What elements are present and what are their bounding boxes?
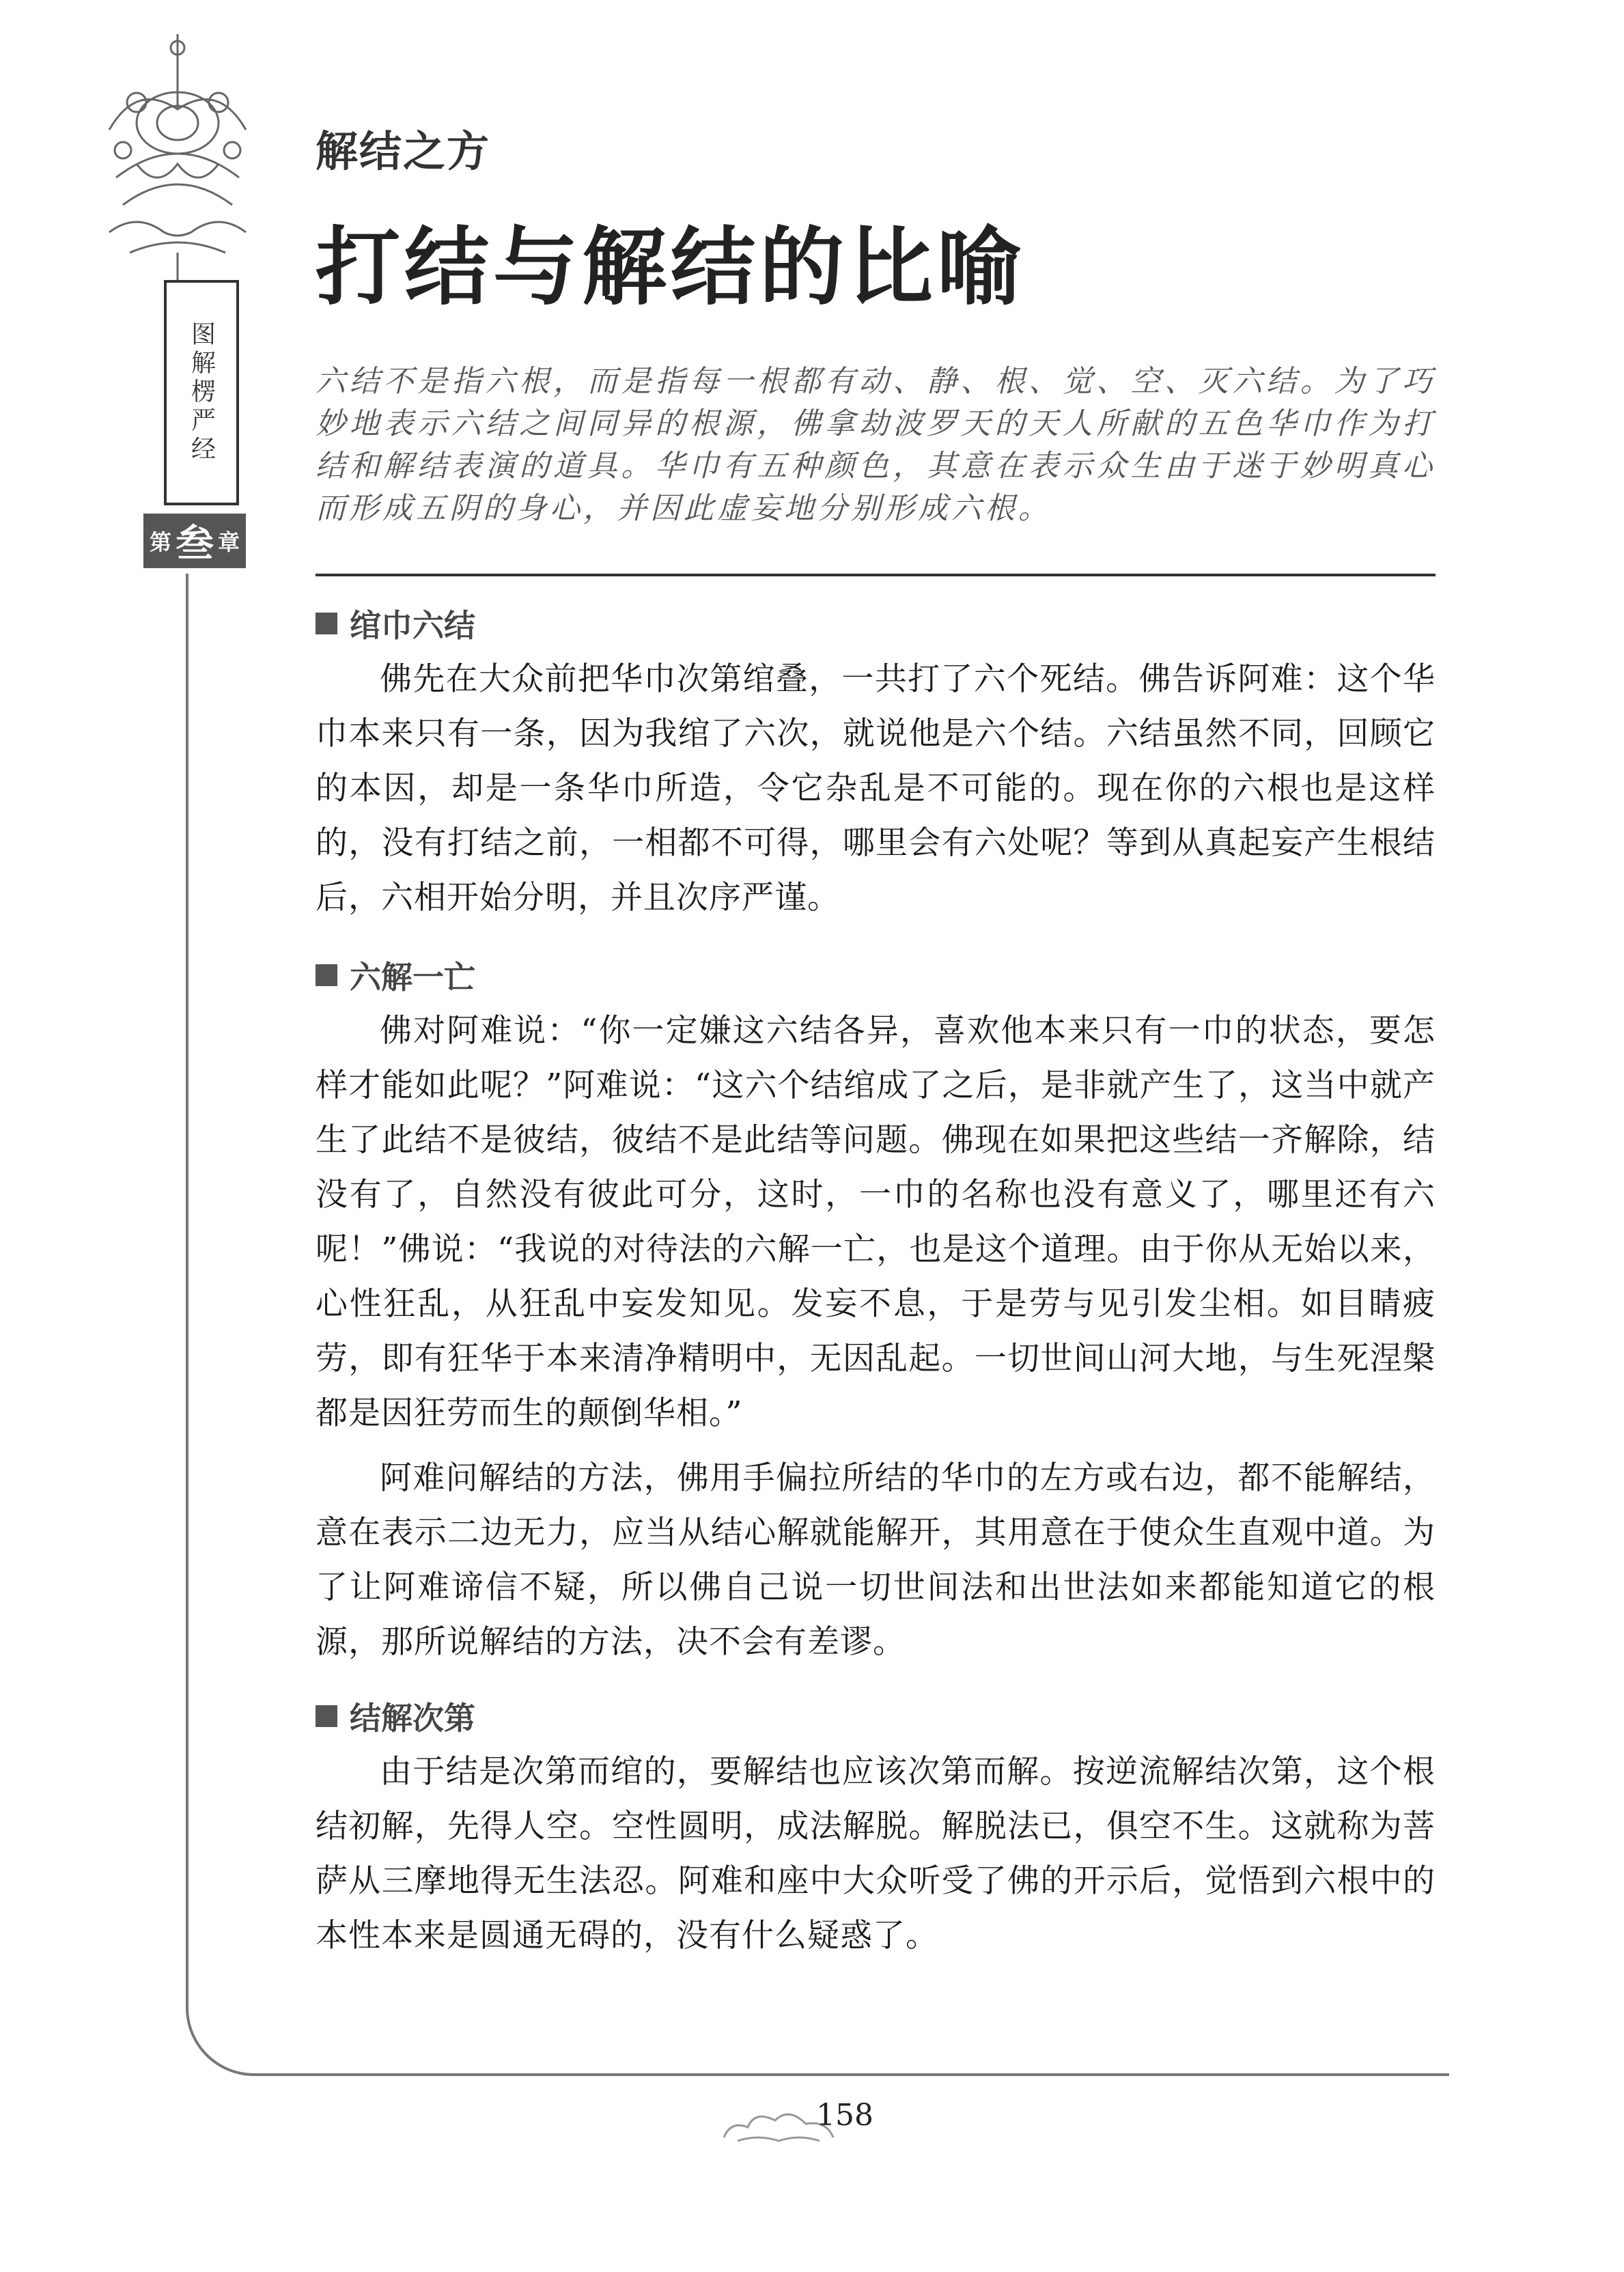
section-heading <box>316 1694 475 1739</box>
section-heading-text: 结解次第 <box>350 1700 475 1737</box>
square-bullet-icon <box>316 613 337 634</box>
section-heading <box>316 601 475 646</box>
lotus-ornament-icon <box>96 27 260 300</box>
bottom-border-curve <box>186 1980 1449 2076</box>
body-paragraph: 阿难问解结的方法，佛用手偏拉所结的华巾的左方或右边，都不能解结，意在表示二边无力，应当从结心解就能解开，其用意在于使众生直观中道。为了让阿难谛信不疑，所以佛自己说一切世间法和出世法如来都能知道它的根源，那所说解结的方法，决不会有差谬。 <box>316 1459 1436 1661</box>
section-heading <box>316 953 475 998</box>
chapter-number: 叁 <box>176 522 214 566</box>
chapter-badge <box>143 514 246 568</box>
body-paragraph: 佛对阿难说：“你一定嫌这六结各异，喜欢他本来只有一巾的状态，要怎样才能如此呢？”阿难说：“这六个结绾成了之后，是非就产生了，这当中就产生了此结不是彼结，彼结不是此结等问题。佛现在如果把这些结一齐解除，结没有了，自然没有彼此可分，这时，一巾的名称也没有意义了，哪里还有六呢！”佛说：“我说的对待法的六解一亡，也是这个道理。由于你从无始以来，心性狂乱，从狂乱中妄发知见。发妄不息，于是劳与见引发尘相。如目睛疲劳，即有狂华于本来清净精明中，无因乱起。一切世间山河大地，与生死涅槃都是因狂劳而生的颠倒华相。” <box>316 1012 1436 1432</box>
book-title: 图解楞严经 <box>187 321 216 464</box>
section-heading-text: 六解一亡 <box>350 959 475 996</box>
chapter-prefix: 第 <box>149 529 171 555</box>
section-heading-text: 绾巾六结 <box>350 607 475 644</box>
body-paragraph: 佛先在大众前把华巾次第绾叠，一共打了六个死结。佛告诉阿难：这个华巾本来只有一条，因为我绾了六次，就说他是六个结。六结虽然不同，回顾它的本因，却是一条华巾所造，令它杂乱是不可能的。现在你的六根也是这样的，没有打结之前，一相都不可得，哪里会有六处呢？等到从真起妄产生根结后，六相开始分明，并且次序严谨。 <box>316 660 1436 916</box>
page-number: 158 <box>816 2098 873 2133</box>
chapter-suffix: 章 <box>218 529 240 555</box>
body-paragraph: 由于结是次第而绾的，要解结也应该次第而解。按逆流解结次第，这个根结初解，先得人空。空性圆明，成法解脱。解脱法已，俱空不生。这就称为菩萨从三摩地得无生法忍。阿难和座中大众听受了佛的开示后，觉悟到六根中的本性本来是圆通无碍的，没有什么疑惑了。 <box>316 1753 1436 1954</box>
square-bullet-icon <box>316 1705 337 1727</box>
square-bullet-icon <box>316 964 337 986</box>
intro-paragraph: 六结不是指六根，而是指每一根都有动、静、根、觉、空、灭六结。为了巧妙地表示六结之间同异的根源，佛拿劫波罗天的天人所献的五色华巾作为打结和解结表演的道具。华巾有五种颜色，其意在表示众生由于迷于妙明真心而形成五阴的身心，并因此虚妄地分别形成六根。 <box>316 364 1436 526</box>
side-border-line <box>186 574 188 2008</box>
page-title: 打结与解结的比喻 <box>316 219 1026 317</box>
page-subtitle: 解结之方 <box>316 126 491 176</box>
book-title-tab <box>164 280 239 505</box>
divider <box>316 574 1436 576</box>
